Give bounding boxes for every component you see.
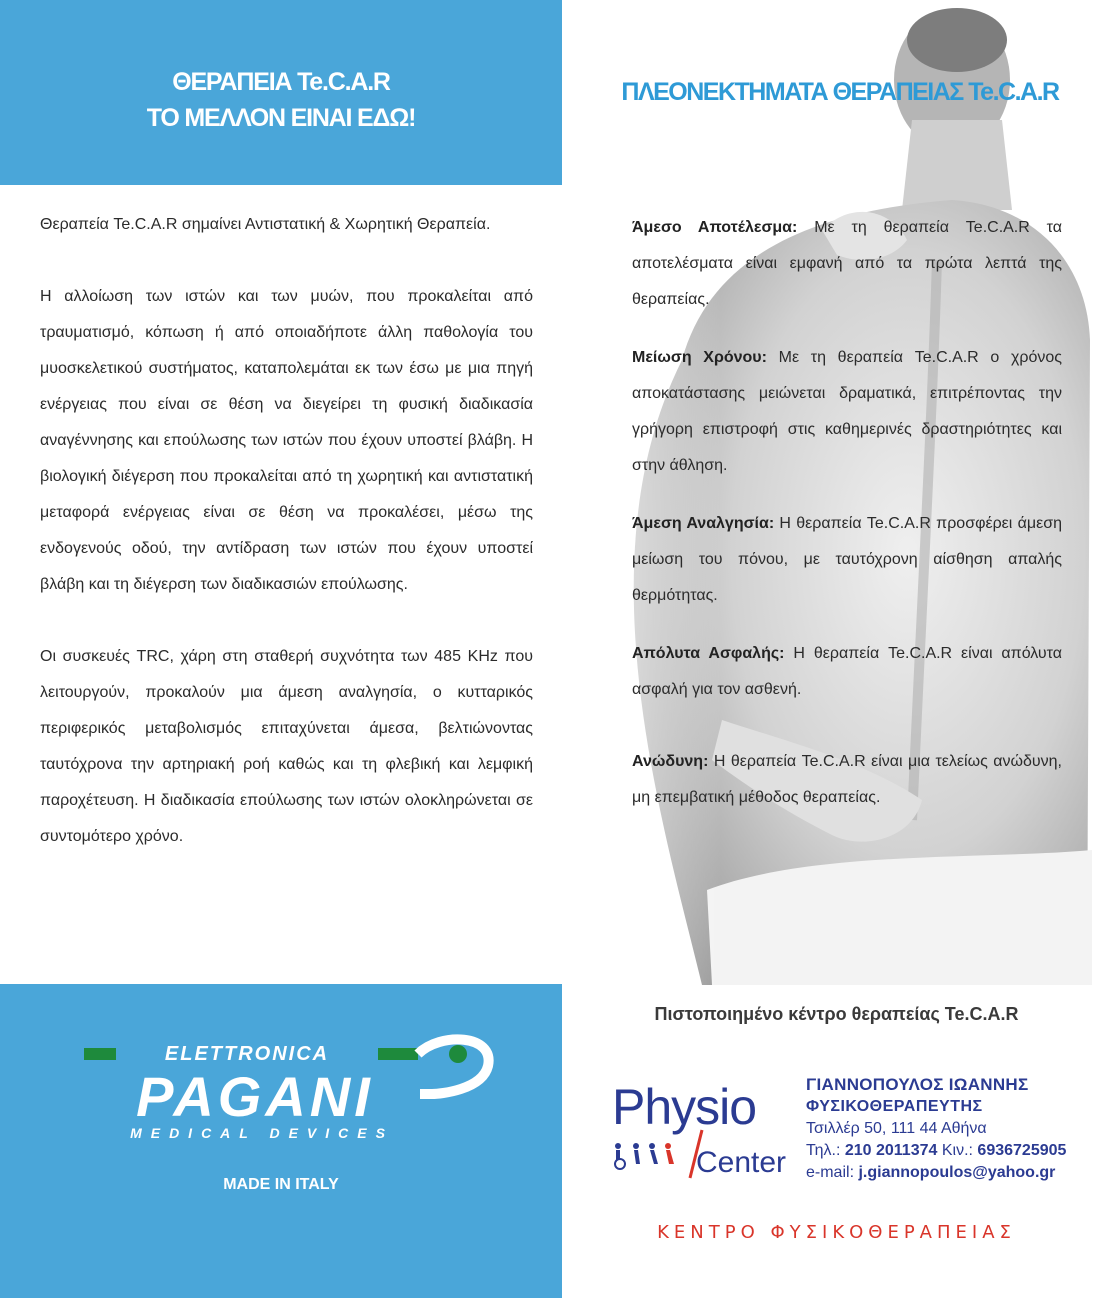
advantage-item — [632, 210, 1062, 318]
logo-green-dot — [449, 1045, 467, 1063]
advantage-term: Άμεση Αναλγησία: — [632, 515, 775, 532]
contact-block — [806, 1074, 1106, 1184]
phone-line — [806, 1140, 1106, 1162]
intro-paragraph: Η αλλοίωση των ιστών και των μυών, που προκαλείται από τραυματισμό, κόπωση ή από οποιαδήποτε άλλη παθολογία του μυοσκελετικού συστήματος, καταπολεμάται εκ των έσω με μια πηγή ενέργειας που είναι σε θέση να διεγείρει τη φυσική διαδικασία αναγέννησης και επούλωσης των ιστών που έχουν υποστεί βλάβη. Η βιολογική διέγερση που προκαλείται από τη χωρητική και αντιστατική μεταφορά ενέργειας είναι σε θέση να προκαλέσει, μέσω της ενδογενούς οδού, την αντίδραση των ιστών που έχουν υποστεί βλάβη και τη διέγερση των διαδικασιών επούλωσης. — [40, 288, 533, 593]
intro-text — [40, 207, 533, 891]
therapist-name: ΓΙΑΝΝΟΠΟΥΛΟΣ ΙΩΑΝΝΗΣ — [806, 1075, 1029, 1094]
physiotherapy-center-name: ΚΕΝΤΡΟ ΦΥΣΙΚΟΘΕΡΑΠΕΙΑΣ — [657, 1222, 1016, 1243]
address: Τσιλλέρ 50, 111 44 Αθήνα — [806, 1120, 987, 1137]
certified-center-title: Πιστοποιημένο κέντρο θεραπείας Te.C.A.R — [654, 1004, 1019, 1024]
advantage-text: Η θεραπεία Te.C.A.R προσφέρει άμεση μείωση του πόνου, με ταυτόχρονη αίσθηση απαλής θερμότητας. — [632, 515, 1062, 604]
phone-label: Τηλ.: — [806, 1142, 841, 1159]
physio-logo-word: Physio — [612, 1079, 757, 1135]
intro-paragraph: Θεραπεία Te.C.A.R σημαίνει Αντιστατική & Χωρητική Θεραπεία. — [40, 216, 491, 233]
advantage-term: Ανώδυνη: — [632, 753, 709, 770]
pagani-logo-panel — [0, 984, 562, 1298]
figures-icon — [615, 1143, 674, 1169]
advantage-item — [632, 744, 1062, 816]
advantage-term: Άμεσο Αποτέλεσμα: — [632, 219, 798, 236]
logo-sub-text: MEDICAL DEVICES — [130, 1125, 394, 1141]
email-link[interactable]: j.giannopoulos@yahoo.gr — [858, 1164, 1056, 1181]
physio-center-logo — [606, 1060, 806, 1190]
email-label: e-mail: — [806, 1164, 855, 1181]
advantage-term: Απόλυτα Ασφαλής: — [632, 645, 785, 662]
made-in-italy: MADE IN ITALY — [223, 1176, 339, 1193]
email-line — [806, 1162, 1106, 1184]
advantage-item — [632, 506, 1062, 614]
main-title-line2: ΤΟ ΜΕΛΛΟΝ ΕΙΝΑΙ ΕΔΩ! — [146, 104, 416, 132]
advantages-title: ΠΛΕΟΝΕΚΤΗΜΑΤΑ ΘΕΡΑΠΕΙΑΣ Te.C.A.R — [621, 78, 1059, 106]
logo-main-text: PAGANI — [136, 1065, 374, 1128]
advantage-item — [632, 636, 1062, 708]
logo-top-text: ELETTRONICA — [164, 1043, 330, 1065]
advantages-list — [632, 210, 1062, 838]
title-banner — [0, 0, 562, 185]
intro-paragraph: Οι συσκευές TRC, χάρη στη σταθερή συχνότητα των 485 KHz που λειτουργούν, προκαλούν μια άμεση αναλγησία, ο κυτταρικός περιφερικός μεταβολισμός επιταχύνεται άμεσα, βελτιώνοντας ταυτόχρονα την αρτηριακή ροή καθώς και τη φλεβική και λεμφική παροχέτευση. Η διαδικασία επούλωσης των ιστών ολοκληρώνεται σε συντομότερο χρόνο. — [40, 648, 533, 845]
center-logo-word: Center — [696, 1146, 787, 1179]
advantage-text: Η θεραπεία Te.C.A.R είναι μια τελείως ανώδυνη, μη επεμβατική μέθοδος θεραπείας. — [632, 753, 1062, 806]
right-column — [562, 0, 1111, 1298]
advantage-text: Με τη θεραπεία Te.C.A.R ο χρόνος αποκατάστασης μειώνεται δραματικά, επιτρέποντας την γρήγορη επιστροφή στις καθημερινές δραστηριότητες και στην άθληση. — [632, 349, 1063, 474]
phone-number[interactable]: 210 2011374 — [844, 1142, 938, 1159]
main-title-line1: ΘΕΡΑΠΕΙΑ Te.C.A.R — [172, 68, 390, 96]
therapist-role: ΦΥΣΙΚΟΘΕΡΑΠΕΥΤΗΣ — [806, 1098, 983, 1115]
advantage-text: Με τη θεραπεία Te.C.A.R τα αποτελέσματα είναι εμφανή από τα πρώτα λεπτά της θεραπείας. — [632, 219, 1063, 308]
advantage-item — [632, 340, 1062, 484]
advantage-text: Η θεραπεία Te.C.A.R είναι απόλυτα ασφαλή για τον ασθενή. — [632, 645, 1062, 698]
advantage-term: Μείωση Χρόνου: — [632, 349, 767, 366]
mobile-label: Κιν.: — [941, 1142, 973, 1159]
mobile-number[interactable]: 6936725905 — [977, 1142, 1067, 1159]
